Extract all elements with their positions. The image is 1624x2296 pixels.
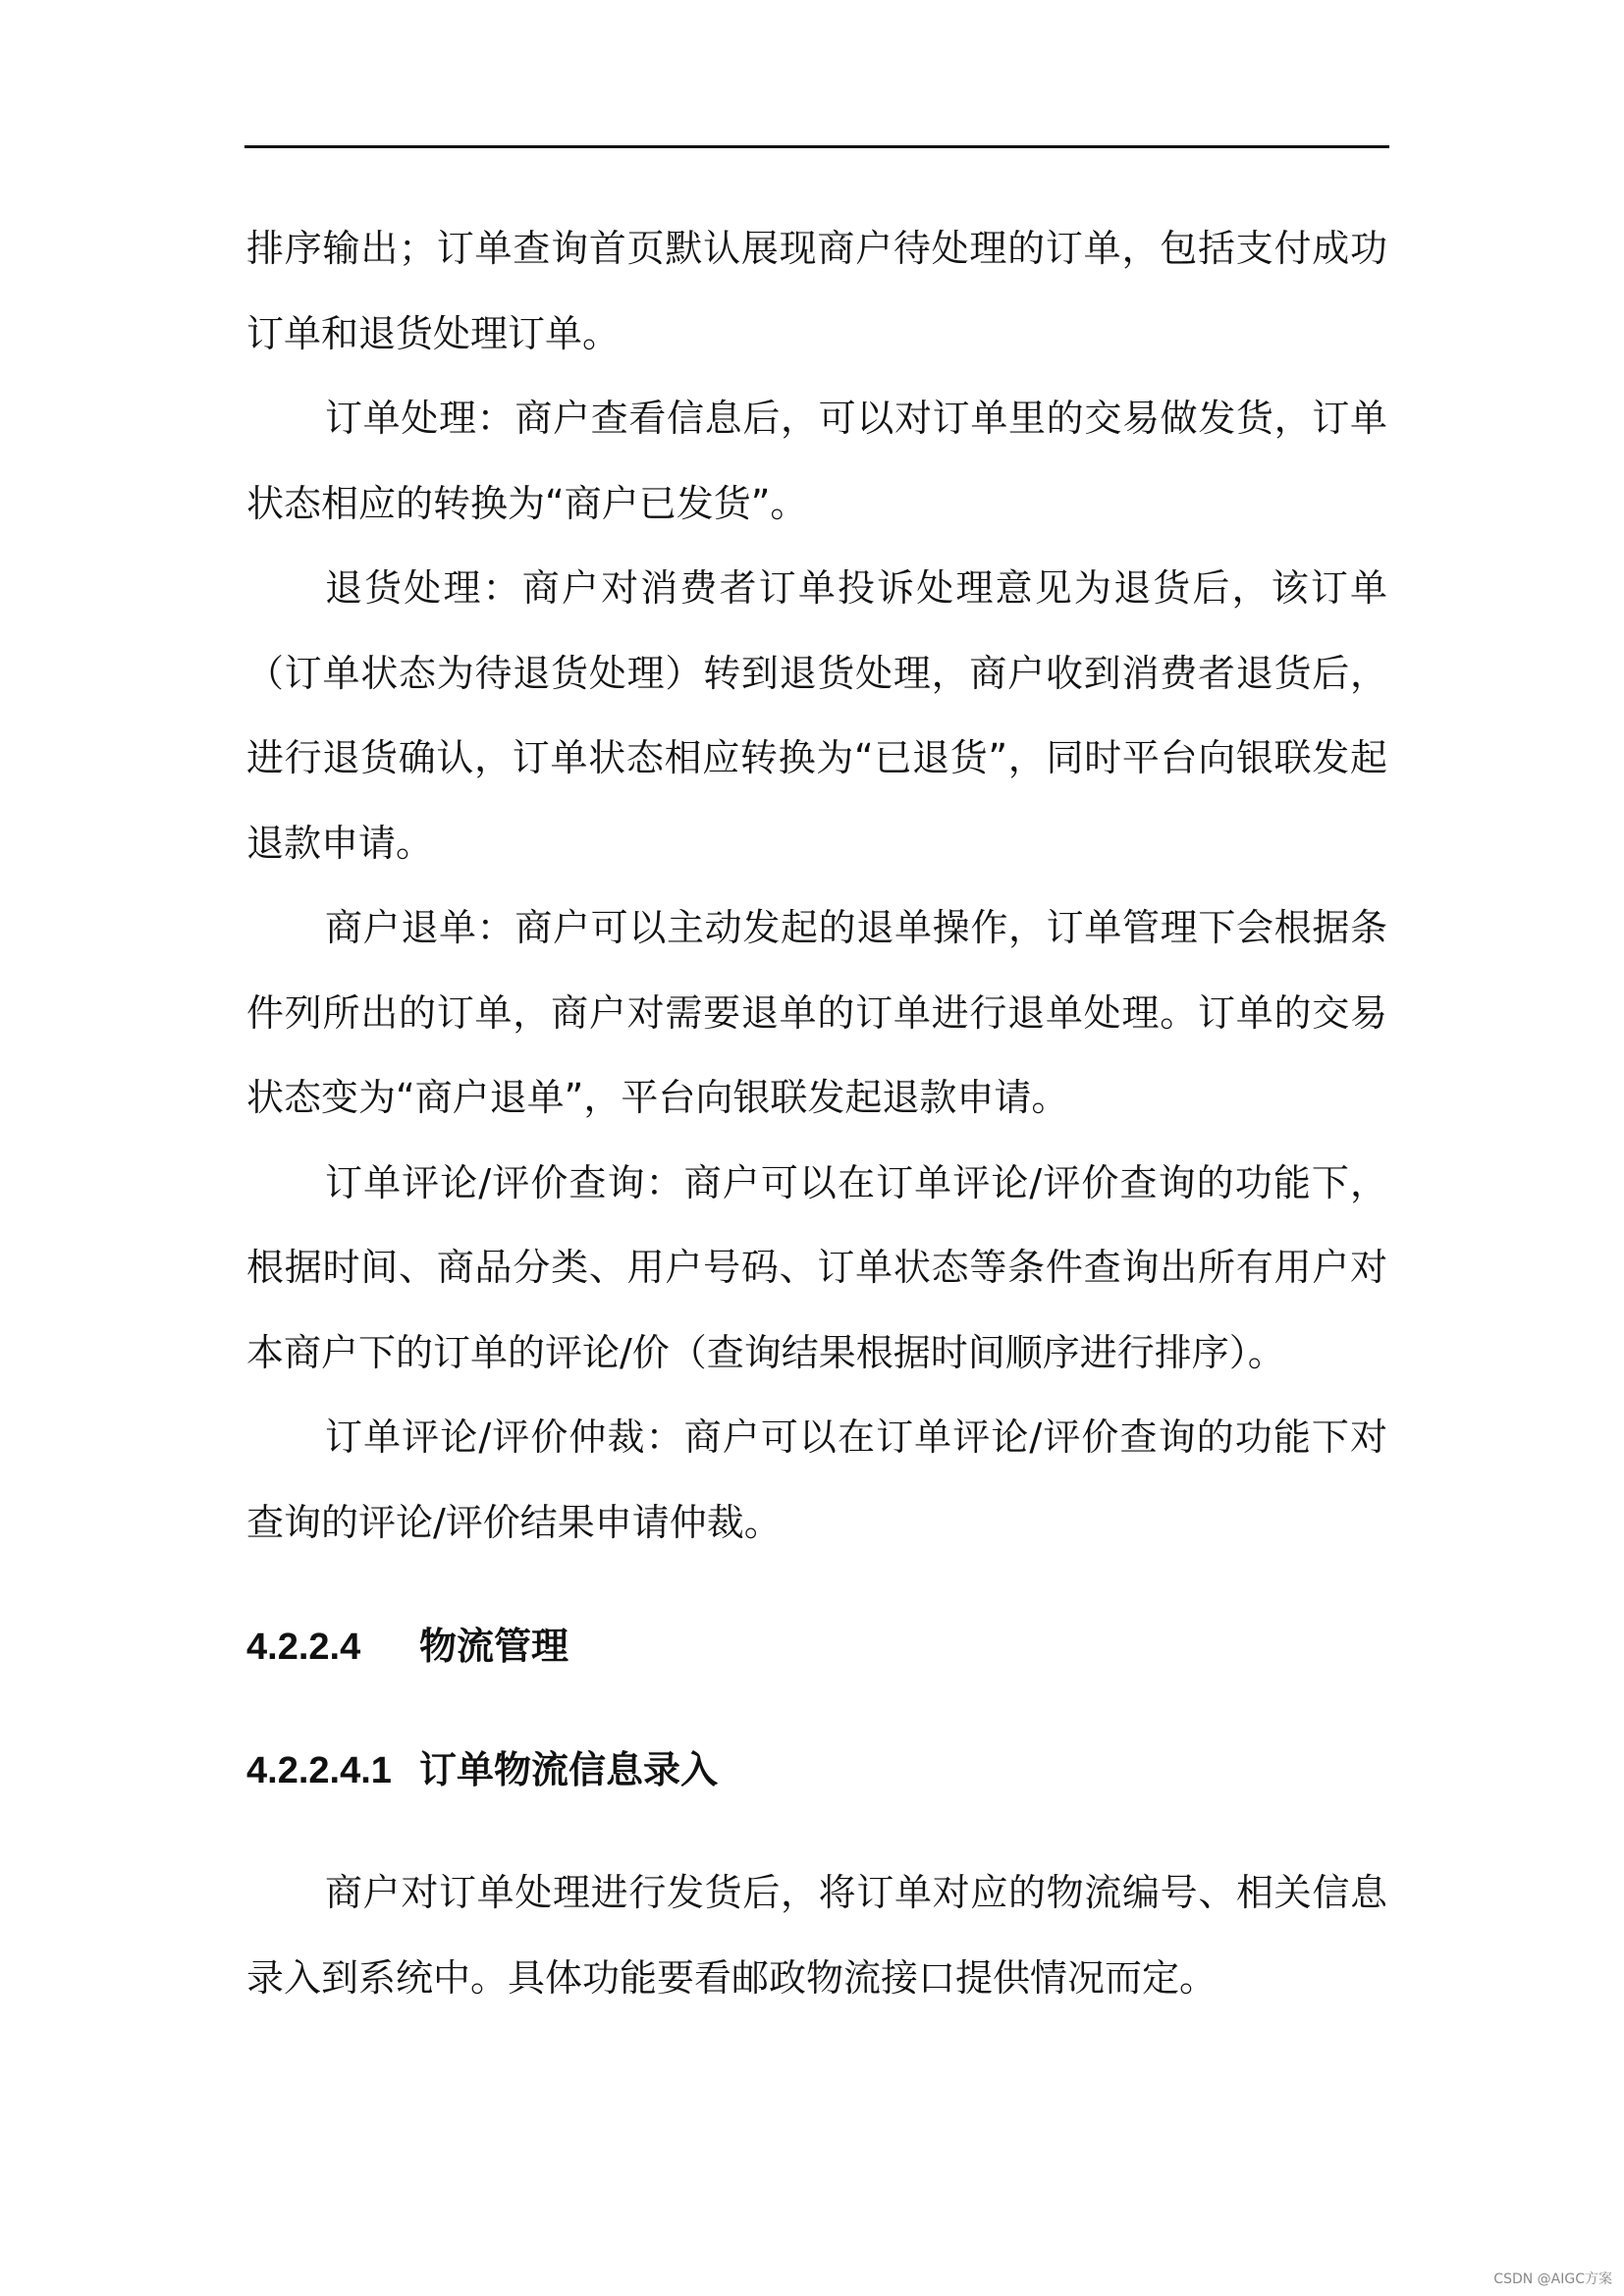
paragraph-return-processing: 退货处理：商户对消费者订单投诉处理意见为退货后，该订单（订单状态为待退货处理）转到退货处理，商户收到消费者退货后，进行退货确认，订单状态相应转换为“已退货”，同时平台向银联发起退款申请。 <box>246 566 1387 865</box>
paragraph-merchant-cancel: 商户退单：商户可以主动发起的退单操作，订单管理下会根据条件列所出的订单，商户对需要退单的订单进行退单处理。订单的交易状态变为“商户退单”，平台向银联发起退款申请。 <box>246 906 1387 1119</box>
header-rule <box>244 145 1389 148</box>
paragraph-review-query: 订单评论/评价查询：商户可以在订单评论/评价查询的功能下，根据时间、商品分类、用户号码、订单状态等条件查询出所有用户对本商户下的订单的评论/价（查询结果根据时间顺序进行排序）。 <box>246 1160 1387 1374</box>
section-heading-logistics <box>246 1622 568 1672</box>
section-number: 4.2.2.4 <box>246 1627 361 1668</box>
body-text-top <box>246 206 1387 1565</box>
section-title: 物流管理 <box>419 1625 569 1668</box>
subsection-title: 订单物流信息录入 <box>419 1748 719 1791</box>
paragraph: 排序输出；订单查询首页默认展现商户待处理的订单，包括支付成功订单和退货处理订单。 <box>246 227 1387 355</box>
paragraph-logistics-entry: 商户对订单处理进行发货后，将订单对应的物流编号、相关信息录入到系统中。具体功能要看邮政物流接口提供情况而定。 <box>246 1871 1387 2000</box>
watermark: CSDN @AIGC方案 <box>1493 2271 1612 2287</box>
paragraph-review-arbitration: 订单评论/评价仲裁：商户可以在订单评论/评价查询的功能下对查询的评论/评价结果申请仲裁。 <box>246 1415 1387 1544</box>
subsection-heading-logistics-entry <box>246 1745 718 1795</box>
subsection-number: 4.2.2.4.1 <box>246 1750 392 1791</box>
paragraph-order-processing: 订单处理：商户查看信息后，可以对订单里的交易做发货，订单状态相应的转换为“商户已发货”。 <box>246 397 1387 525</box>
body-text-bottom <box>246 1850 1387 2020</box>
